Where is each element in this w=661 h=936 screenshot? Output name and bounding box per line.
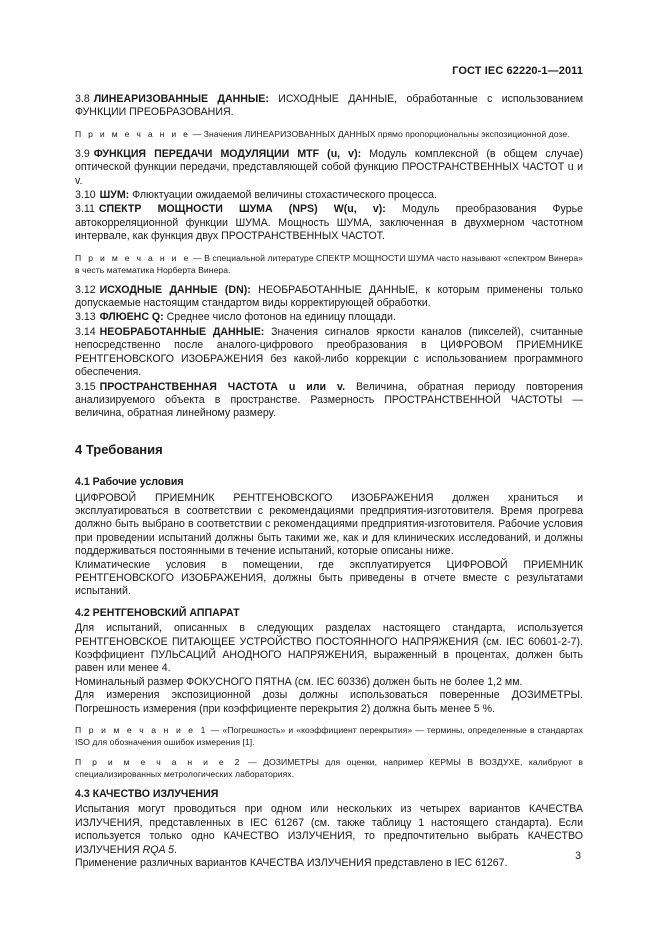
- definition-3-13: 3.13 ФЛЮЕНС Q: Среднее число фотонов на единицу площади.: [75, 311, 396, 324]
- definition-3-15: 3.15 ПРОСТРАНСТВЕННАЯ ЧАСТОТА u или v. Величина, обратная периоду повторения анализируемого объекта в пространстве. Размерность ПРОСТРАНСТВЕННОЙ ЧАСТОТЫ — величина, обратная линейному размеру.: [75, 380, 583, 420]
- definition-3-9: 3.9 ФУНКЦИЯ ПЕРЕДАЧИ МОДУЛЯЦИИ MTF (u, v): Модуль комплексной (в общем случае) оптической функции передачи, представляющей собой функцию ПРОСТРАНСТВЕННЫХ ЧАСТОТ u и v.: [75, 147, 583, 187]
- subsection-heading-4-1: 4.1 Рабочие условия: [75, 476, 184, 489]
- subsection-heading-4-3: 4.3 КАЧЕСТВО ИЗЛУЧЕНИЯ: [75, 788, 219, 801]
- note-linearized: П р и м е ч а н и е — Значения ЛИНЕАРИЗОВАННЫХ ДАННЫХ прямо пропорциональны экспозиционной дозе.: [75, 128, 570, 139]
- definition-3-14: 3.14 НЕОБРАБОТАННЫЕ ДАННЫЕ: Значения сигналов яркости каналов (пикселей), считанные непосредственно после аналого-цифрового преобразования в ЦИФРОВОМ ПРИЕМНИКЕ РЕНТГЕНОВСКОГО ИЗОБРАЖЕНИЯ без какой-либо коррекции с использованием программного обеспечения.: [75, 325, 584, 379]
- paragraph-4-3-a: Испытания могут проводиться при одном или нескольких из четырех вариантов КАЧЕСТВА ИЗЛУЧЕНИЯ, представленных в IEC 61267 (см. также таблицу 1 настоящего стандарта). Если используется только одно КАЧЕСТВО ИЗЛУЧЕНИЯ, то предпочтительно выбрать КАЧЕСТВО ИЗЛУЧЕНИЯ RQA 5.: [75, 803, 583, 856]
- definition-3-10: 3.10 ШУМ: Флюктуации ожидаемой величины стохастического процесса.: [75, 189, 437, 202]
- subsection-heading-4-2: 4.2 РЕНТГЕНОВСКИЙ АППАРАТ: [75, 606, 240, 619]
- note-4-2-2: П р и м е ч а н и е 2 — ДОЗИМЕТРЫ для оценки, например КЕРМЫ В ВОЗДУХЕ, калибруют в специализированных метрологических лабораториях.: [75, 757, 584, 780]
- paragraph-4-1-b: Климатические условия в помещении, где эксплуатируется ЦИФРОВОЙ ПРИЕМНИК РЕНТГЕНОВСКОГО ИЗОБРАЖЕНИЯ, должны быть приведены в отчете вместе с результатами испытаний.: [75, 558, 583, 598]
- page-content: [75, 92, 583, 870]
- section-heading-requirements: 4 Требования: [75, 441, 163, 457]
- note-nps: П р и м е ч а н и е — В специальной литературе СПЕКТР МОЩНОСТИ ШУМА часто называют «спектром Винера» в честь математика Норберта Винера.: [75, 252, 584, 275]
- note-4-2-1: П р и м е ч а н и е 1 — «Погрешность» и «коэффициент перекрытия» — термины, определенные в стандартах ISO для обозначения ошибок измерения [1].: [75, 725, 583, 748]
- standard-header: ГОСТ IEC 62220-1—2011: [452, 65, 583, 77]
- definition-3-8: 3.8 ЛИНЕАРИЗОВАННЫЕ ДАННЫЕ: ИСХОДНЫЕ ДАННЫЕ, обработанные с использованием ФУНКЦИИ ПРЕОБРАЗОВАНИЯ.: [75, 93, 584, 119]
- page-number: 3: [575, 850, 581, 862]
- definition-3-11: 3.11 СПЕКТР МОЩНОСТИ ШУМА (NPS) W(u, v): Модуль преобразования Фурье автокорреляционной функции ШУМА. Мощность ШУМА, заключенная в двухмерном частотном интервале, как функция двух ПРОСТРАНСТВЕННЫХ ЧАСТОТ.: [75, 203, 583, 243]
- paragraph-4-3-b: Применение различных вариантов КАЧЕСТВА ИЗЛУЧЕНИЯ представлено в IEC 61267.: [75, 857, 508, 870]
- paragraph-4-1-a: ЦИФРОВОЙ ПРИЕМНИК РЕНТГЕНОВСКОГО ИЗОБРАЖЕНИЯ должен храниться и эксплуатироваться в соответствии с рекомендациями предприятия-изготовителя. Время прогрева должно быть выбрано в соответствии с рекомендациями предприятия-изготовителя. Рабочие условия при проведении испытаний должны быть такими же, как и для клинических исследований, и должны поддерживаться постоянными в течение испытаний, которые описаны ниже.: [75, 491, 583, 558]
- paragraph-4-2-c: Для измерения экспозиционной дозы должны использоваться поверенные ДОЗИМЕТРЫ. Погрешность измерения (при коэффициенте перекрытия 2) должна быть менее 5 %.: [75, 689, 583, 715]
- paragraph-4-2-a: Для испытаний, описанных в следующих разделах настоящего стандарта, используется РЕНТГЕНОВСКОЕ ПИТАЮЩЕЕ УСТРОЙСТВО ПОСТОЯННОГО НАПРЯЖЕНИЯ (см. IEC 60601-2-7). Коэффициент ПУЛЬСАЦИЙ АНОДНОГО НАПРЯЖЕНИЯ, выраженный в процентах, должен быть равен или менее 4.: [75, 622, 583, 675]
- definition-3-12: 3.12 ИСХОДНЫЕ ДАННЫЕ (DN): НЕОБРАБОТАННЫЕ ДАННЫЕ, к которым применены только допускаемые настоящим стандартом виды корректирующей обработки.: [75, 283, 583, 310]
- paragraph-4-2-b: Номинальный размер ФОКУСНОГО ПЯТНА (см. IEC 60336) должен быть не более 1,2 мм.: [75, 675, 523, 688]
